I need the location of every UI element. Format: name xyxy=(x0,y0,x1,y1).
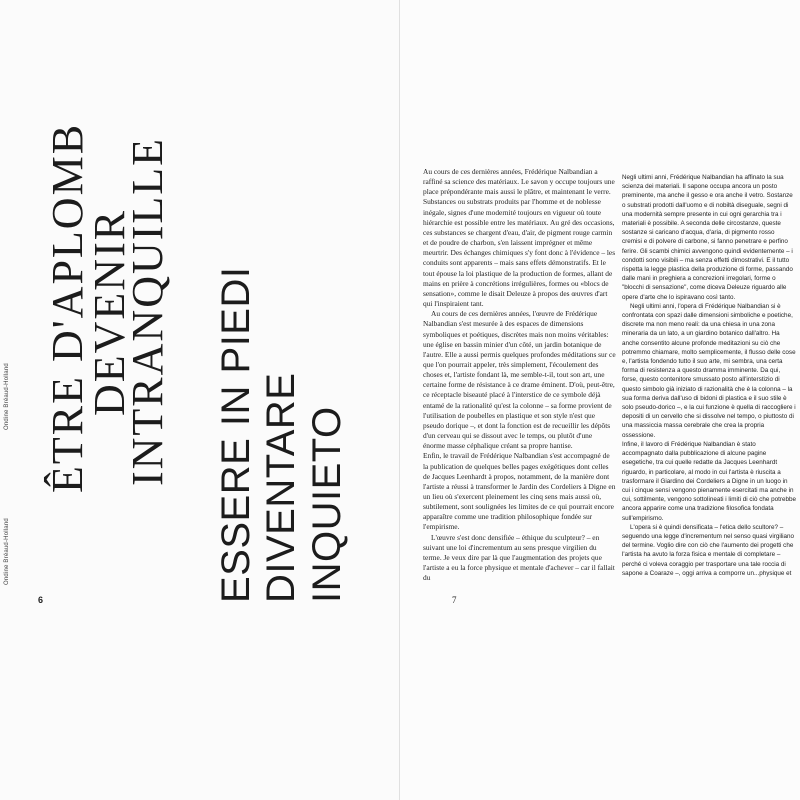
title-italian-line-3: INQUIETO xyxy=(305,406,349,603)
title-french-line-1: ÊTRE D'APLOMB xyxy=(43,122,92,493)
left-page xyxy=(0,0,399,800)
page-number-right: 7 xyxy=(452,595,457,605)
french-text-column xyxy=(423,167,616,597)
title-french-line-2: DEVENIR xyxy=(85,208,134,416)
running-head-bottom: Ondine Bréaud-Holland xyxy=(4,518,10,585)
italian-paragraph-2: Negli ultimi anni, l'opera di Frédérique Nalbandian si è confrontata con spazi dalle dimensioni simboliche e poetiche, discrete ma non meno reali: da una chiesa in una zona mineraria da un lato, a un giardino botanico dall'altro. Ha anche consentito alcune profonde meditazioni su ciò che potremmo chiamare, molto semplicemente, il flusso delle cose e, l'artista fondendo tutto il suo arte, mi sembra, una certa forma di resistenza a questo dramma imminente. Da qui, forse, questo contenitore smussato posto all'interstizio di questo simbolo già iniziato di razionalità che è la colonna – la sua forma deriva dall'uso di bidoni di plastica e il suo stile è solo pseudo-dorico –, e la cui funzione è quella di raccogliere i depositi di un cervello che si dissolve nel tempo, o piuttosto di una massiccia massa cerebrale che crea la propria ossessione. xyxy=(622,302,796,439)
french-paragraph-1: Au cours de ces dernières années, Frédérique Nalbandian a raffiné sa science des matériaux. Le savon y occupe toujours une place prépondérante mais aussi le plâtre, et maintenant le verre. Substances ou substrats produits par l'homme et de noblesse inégale, signes d'une modernité toujours en vigueur où toute hiérarchie est possible entre les matériaux. Au gré des occasions, ces substances se chargent d'eau, d'air, de pigment rouge carmin et de poudre de charbon, s'en laissent imprégner et même meurtrir. Des échanges chimiques s'y font donc à l'évidence – les conduits sont apparents – mais sans effets démonstratifs. Et le tout épouse la loi plastique de la production de formes, allant de mains en prière à concrétions irrégulières, formes ou «blocs de sensation», comme le disait Deleuze à propos des œuvres d'art qui l'inspiraient tant. xyxy=(423,167,616,309)
french-paragraph-2: Au cours de ces dernières années, l'œuvre de Frédérique Nalbandian s'est mesurée à des espaces de dimensions symboliques et poétiques, discrètes mais non moins véritables: une église en bassin minier d'un côté, un jardin botanique de l'autre. Elle a aussi permis quelques profondes méditations sur ce que l'on pourrait appeler, très simplement, l'écoulement des choses et, l'artiste fondant là, me semble-t-il, tout son art, une certaine forme de résistance à ce drame éminent. D'où, peut-être, ce réceptacle biseauté placé à l'interstice de ce symbole déjà entamé de la rationalité qu'est la colonne – sa forme provient de l'utilisation de poubelles en plastique et son style n'est que pseudo dorique –, et dont la fonction est de recueillir les dépôts d'un cerveau qui se dissout avec le temps, ou plutôt d'une énorme masse céphalique créant sa propre hantise. xyxy=(423,309,616,451)
running-head-top: Ondine Bréaud-Holland xyxy=(4,363,10,430)
italian-paragraph-3: Infine, il lavoro di Frédérique Nalbandian è stato accompagnato dalla pubblicazione di alcune pagine esegetiche, tra cui quelle redatte da Jacques Leenhardt riguardo, in particolare, al modo in cui l'artista è riuscita a trasformare il Giardino dei Cordeliers a Digne in un luogo in cui i cinque sensi vengono pienamente esercitati ma anche in cui, sottilmente, vengono sottolineati i limiti di ciò che potrebbe ancora apparire come una tradizione filosofica fondata sull'empirismo. xyxy=(622,440,796,522)
italian-paragraph-4: L'opera si è quindi densificata – l'etica dello scultore? – seguendo una legge d'incrementum nel senso quasi virgiliano del termine. Voglio dire con ciò che l'aumento dei progetti che l'artista ha avuto la forza fisica e mentale di completare – perché ci voleva coraggio per trasportare una tale roccia di sapone a Coaraze –, oggi arriva a comporre un...physique et xyxy=(622,523,795,577)
title-italian-line-1: ESSERE IN PIEDI xyxy=(214,266,258,603)
italian-text-column xyxy=(622,173,796,603)
french-paragraph-4: L'œuvre s'est donc densifiée – éthique du sculpteur? – en suivant une loi d'incrementum au sens presque virgilien du terme. Je veux dire par là que l'augmentation des projets que l'artiste a eu la force physique et mentale d'achever – car il fallait du xyxy=(423,532,615,583)
title-italian-line-2: DIVENTARE xyxy=(259,372,303,603)
title-french-line-3: INTRANQUILLE xyxy=(123,136,172,486)
page-number-left: 6 xyxy=(38,595,44,605)
french-paragraph-3: Enfin, le travail de Frédérique Nalbandian s'est accompagné de la publication de quelques belles pages exégétiques dont celles de Jacques Leenhardt à propos, notamment, de la manière dont l'artiste a réussi à transformer le Jardin des Cordeliers à Digne en un lieu où s'exercent pleinement les cinq sens mais aussi où, subtilement, sont soulignées les limites de ce qui pourrait encore apparaître comme une tradition philosophique fondée sur l'empirisme. xyxy=(423,451,616,532)
italian-paragraph-1: Negli ultimi anni, Frédérique Nalbandian ha affinato la sua scienza dei materiali. Il sapone occupa ancora un posto preminente, ma anche il gesso e ora anche il vetro. Sostanze o substrati prodotti dall'uomo e di nobiltà diseguale, segni di una modernità sempre presente in cui ogni gerarchia tra i materiali è possibile. A seconda delle circostanze, queste sostanze si caricano d'acqua, d'aria, di pigmento rosso cremisi e di polvere di carbone, si fanno penetrare e perfino ferire. Gli scambi chimici avvengono quindi evidentemente – i condotti sono visibili – ma senza effetti dimostrativi. E il tutto rispetta la legge plastica della produzione di forme, passando dalle mani in preghiera a concrezioni irregolari, forme o "blocchi di sensazione", come diceva Deleuze riguardo alle opere d'arte che lo ispiravano così tanto. xyxy=(622,174,793,301)
